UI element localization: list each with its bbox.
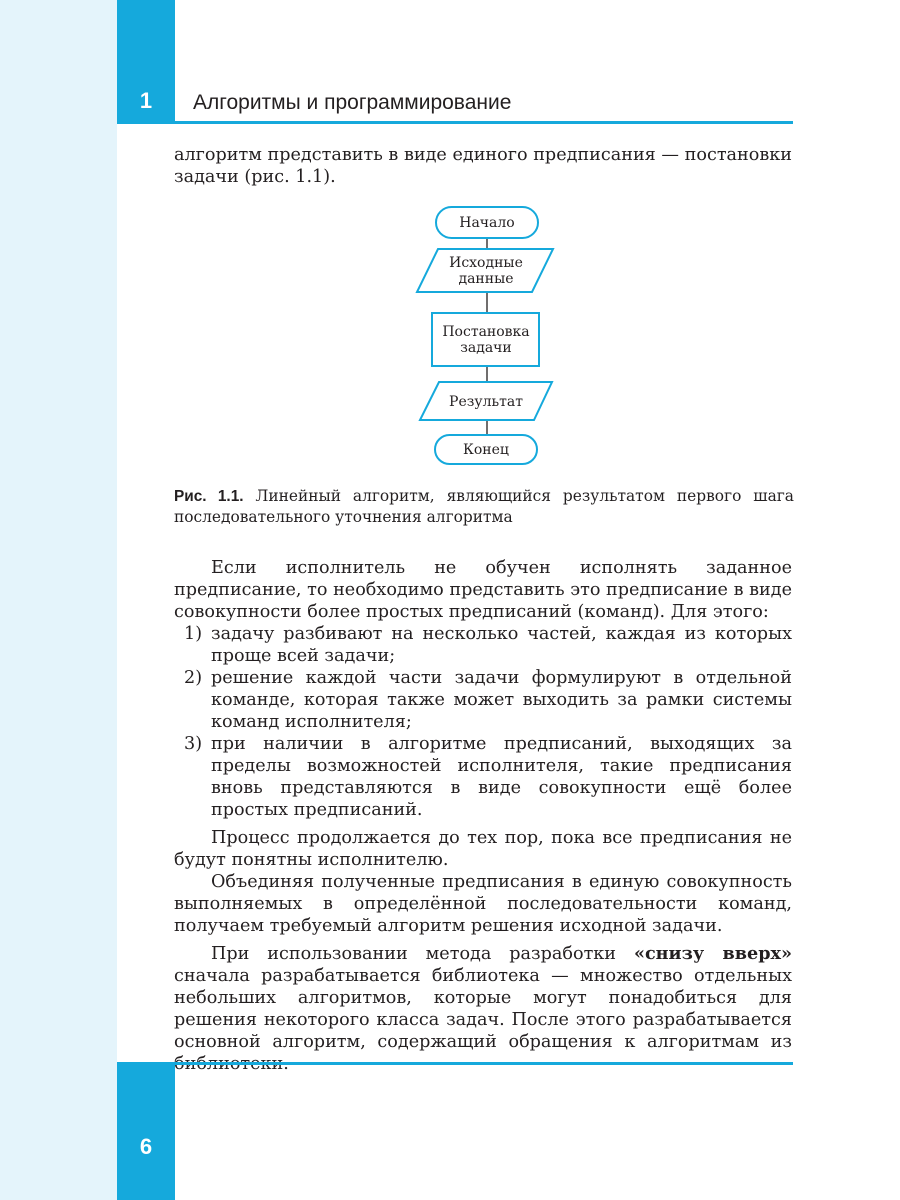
list-item xyxy=(174,733,792,821)
output-label: Результат xyxy=(449,394,523,410)
body-text xyxy=(174,557,792,1075)
start-label: Начало xyxy=(459,215,515,231)
page-number: 6 xyxy=(139,1134,153,1159)
list-item-number: 2) xyxy=(184,668,203,688)
chapter-number: 1 xyxy=(139,88,153,113)
figure-caption-label: Рис. 1.1. xyxy=(174,488,244,505)
header-rule xyxy=(175,121,793,124)
list-item-number: 3) xyxy=(184,734,203,754)
chapter-tab xyxy=(117,0,175,124)
list-item-text: задачу разбивают на несколько частей, каждая из которых проще всей задачи; xyxy=(211,624,792,666)
running-header-title: Алгоритмы и программирование xyxy=(193,91,512,114)
list-item-text: решение каждой части задачи формулируют в отдельной команде, которая также может выходить за рамки системы команд исполнителя; xyxy=(211,668,792,732)
list-item-text: при наличии в алгоритме предписаний, выходящих за пределы возможностей исполнителя, такие предписания вновь представляются в виде совокупности ещё более простых предписаний. xyxy=(211,734,792,820)
page-number-tab xyxy=(117,1062,175,1200)
intro-paragraph xyxy=(174,144,792,188)
paragraph-2: Процесс продолжается до тех пор, пока все предписания не будут понятны исполнителю. xyxy=(174,828,792,870)
paragraph-3: Объединяя полученные предписания в единую совокупность выполняемых в определённой последовательности команд, получаем требуемый алгоритм решения исходной задачи. xyxy=(174,872,792,936)
input-label-line1: Исходные xyxy=(449,255,523,271)
steps-list xyxy=(174,623,792,821)
process-label-line2: задачи xyxy=(460,340,512,356)
left-margin-band xyxy=(0,0,117,1200)
flowchart-diagram xyxy=(400,200,580,475)
list-item xyxy=(174,623,792,667)
figure-caption-text: Линейный алгоритм, являющийся результатом первого шага последовательного уточнения алгоритма xyxy=(174,487,794,526)
process-label-line1: Постановка xyxy=(442,324,530,340)
paragraph-1: Если исполнитель не обучен исполнять заданное предписание, то необходимо представить это предписание в виде совокупности более простых предписаний (команд). Для этого: xyxy=(174,558,792,622)
paragraph-4-end: сначала разрабатывается библиотека — множество отдельных небольших алгоритмов, которые могут понадобиться для решения некоторого класса задач. После этого разрабатывается основной алгоритм, содержащий обращения к алгоритмам из xyxy=(174,966,792,1052)
paragraph-4-start: При использовании метода разработки xyxy=(211,944,634,964)
list-item-number: 1) xyxy=(184,624,203,644)
paragraph-4 xyxy=(174,943,792,1075)
footer-rule xyxy=(175,1062,793,1065)
end-label: Конец xyxy=(463,442,509,458)
list-item xyxy=(174,667,792,733)
figure-caption xyxy=(174,486,794,528)
intro-text: алгоритм представить в виде единого предписания — постановки задачи (рис. 1.1). xyxy=(174,145,792,187)
input-label-line2: данные xyxy=(458,271,514,287)
term-bottom-up: «снизу вверх» xyxy=(633,943,792,964)
